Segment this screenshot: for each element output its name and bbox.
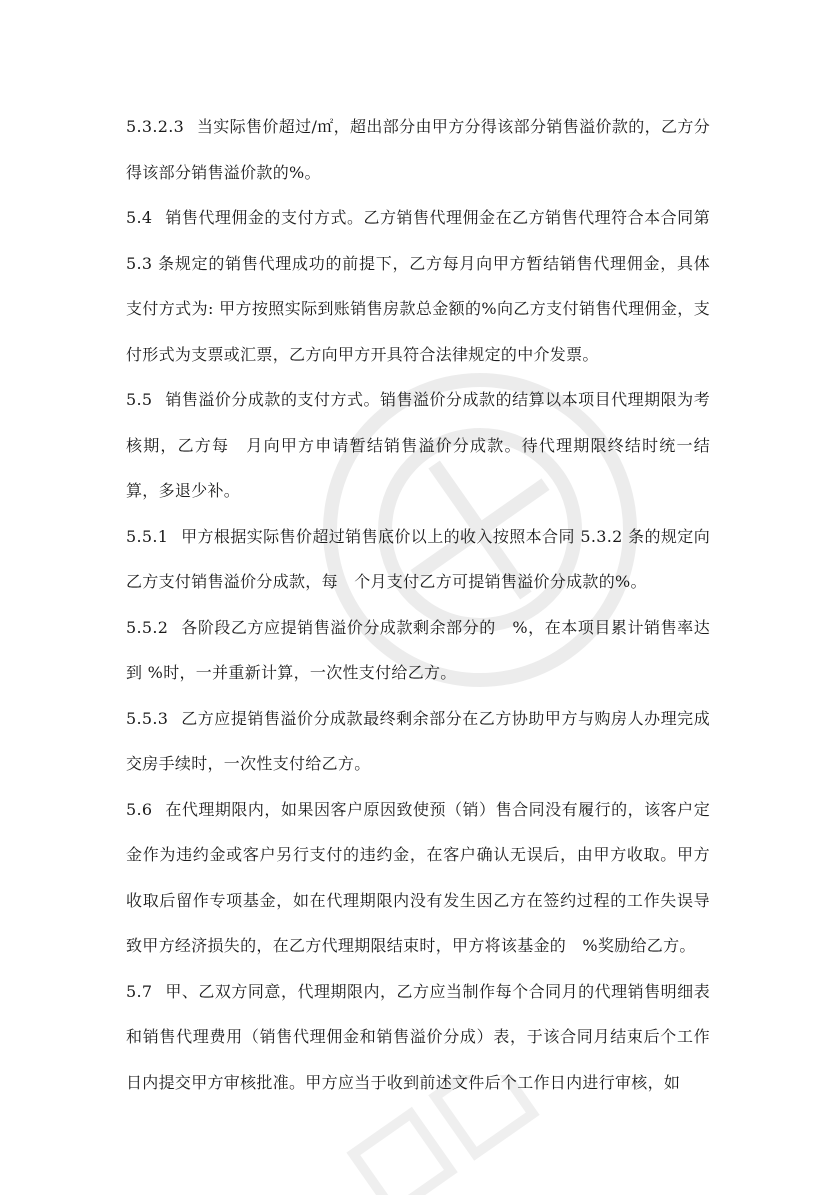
clause-number: 5.5.1 [126,526,169,546]
clause-text: 甲、乙双方同意，代理期限内，乙方应当制作每个合同月的代理销售明细表和销售代理费用（销售代理佣金和销售溢价分成）表，于该合同月结束后个工作日内提交甲方审核批准。甲方应当于收到前述文件后个工作日内进行审核，如 [126,981,710,1092]
clause-5-5-1 [126,514,710,605]
clause-5-5 [126,377,710,514]
clause-text: 在代理期限内，如果因客户原因致使预（销）售合同没有履行的，该客户定金作为违约金或客户另行支付的违约金，在客户确认无误后，由甲方收取。甲方收取后留作专项基金，如在代理期限内没有发生因乙方在签约过程的工作失误导致甲方经济损失的，在乙方代理期限结束时，甲方将该基金的 %奖励给乙方。 [126,799,710,955]
clause-number: 5.5 [126,390,153,409]
clause-5-5-2 [126,605,710,696]
clause-5-4 [126,195,710,377]
contract-body [126,104,710,1105]
clause-text: 乙方应提销售溢价分成款最终剩余部分在乙方协助甲方与购房人办理完成交房手续时，一次性支付给乙方。 [126,708,710,773]
clause-number: 5.4 [126,208,153,227]
clause-text: 销售代理佣金的支付方式。乙方销售代理佣金在乙方销售代理符合本合同第 5.3 条规定的销售代理成功的前提下，乙方每月向甲方暂结销售代理佣金，具体支付方式为: 甲方按照实际到账销售房款总金额的%向乙方支付销售代理佣金，支付形式为支票或汇票，乙方向甲方开具符合法律规定的中介发票。 [126,208,710,364]
clause-number: 5.5.2 [126,617,169,637]
clause-text: 销售溢价分成款的支付方式。销售溢价分成款的结算以本项目代理期限为考核期，乙方每 月向甲方申请暂结销售溢价分成款。待代理期限终结时统一结算，多退少补。 [126,390,710,500]
clause-number: 5.7 [126,981,153,1001]
clause-5-6 [126,787,710,969]
clause-5-5-3 [126,696,710,787]
clause-text: 当实际售价超过/㎡，超出部分由甲方分得该部分销售溢价款的，乙方分得该部分销售溢价款的%。 [126,117,710,182]
clause-5-3-2-3 [126,104,710,195]
clause-number: 5.6 [126,799,153,819]
clause-number: 5.5.3 [126,708,169,728]
clause-text: 各阶段乙方应提销售溢价分成款剩余部分的 %，在本项目累计销售率达到 %时，一并重新计算，一次性支付给乙方。 [126,617,710,682]
clause-5-7 [126,969,710,1106]
clause-text: 甲方根据实际售价超过销售底价以上的收入按照本合同 5.3.2 条的规定向乙方支付销售溢价分成款，每 个月支付乙方可提销售溢价分成款的%。 [126,526,710,591]
clause-number: 5.3.2.3 [126,117,185,136]
